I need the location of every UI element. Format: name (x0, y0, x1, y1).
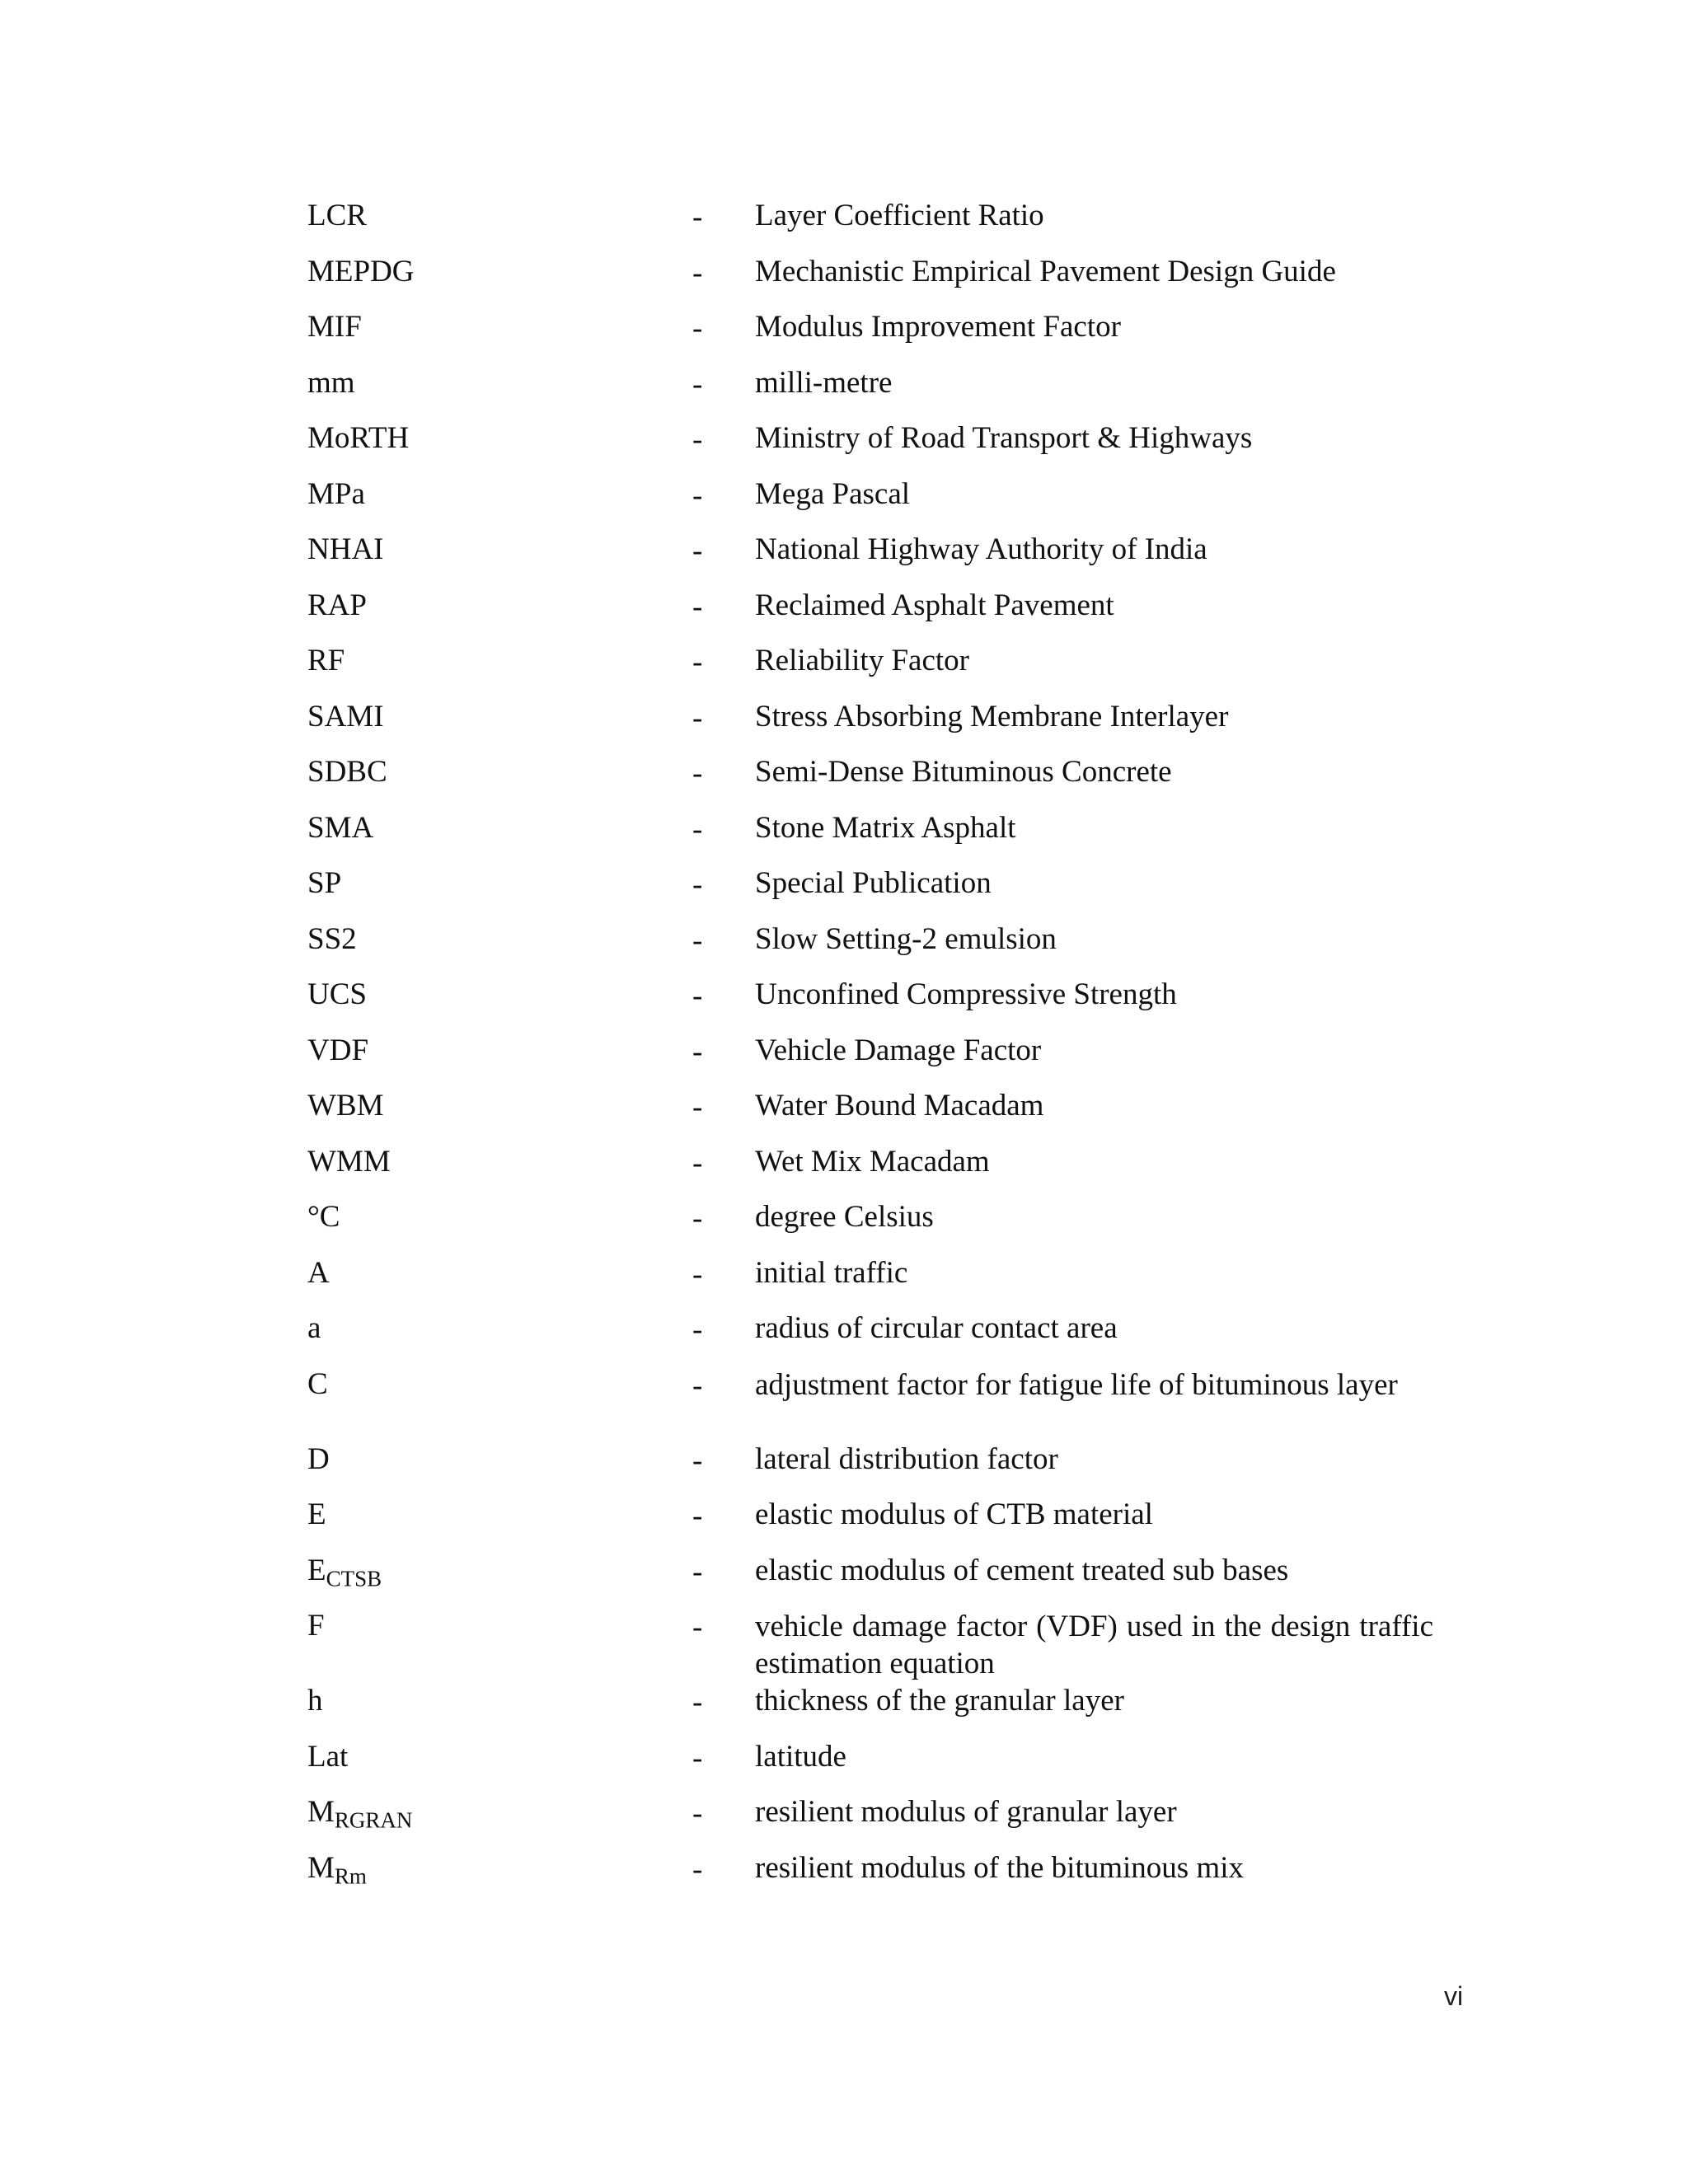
abbreviation-symbol: MEPDG (307, 254, 415, 288)
abbreviation-row (307, 754, 1437, 810)
abbreviation-definition: Slow Setting-2 emulsion (755, 921, 1057, 956)
abbreviation-term (307, 365, 355, 401)
abbreviation-row (307, 977, 1437, 1033)
separator-dash: - (692, 200, 703, 234)
abbreviation-row (307, 254, 1437, 310)
separator-dash: - (692, 645, 703, 679)
abbreviation-symbol: WMM (307, 1144, 391, 1179)
abbreviation-term (307, 532, 383, 568)
separator-dash: - (692, 1257, 703, 1291)
abbreviation-term (307, 1850, 367, 1889)
abbreviation-term (307, 1553, 382, 1589)
page-number: vi (1444, 1981, 1464, 2011)
abbreviation-definition: resilient modulus of granular layer (755, 1795, 1177, 1829)
abbreviation-term (307, 1255, 330, 1291)
abbreviation-row (307, 1199, 1437, 1255)
abbreviation-definition: elastic modulus of cement treated sub bases (755, 1553, 1289, 1587)
separator-dash: - (692, 1146, 703, 1180)
abbreviation-term (307, 699, 384, 735)
abbreviation-row (307, 309, 1437, 365)
abbreviation-row (307, 1310, 1437, 1366)
abbreviation-term (307, 921, 357, 958)
abbreviation-definition: National Highway Authority of India (755, 532, 1207, 566)
abbreviation-symbol: VDF (307, 1033, 369, 1067)
abbreviation-definition: Stress Absorbing Membrane Interlayer (755, 699, 1229, 733)
separator-dash: - (692, 1685, 703, 1719)
separator-dash: - (692, 534, 703, 568)
abbreviation-symbol: h (307, 1684, 323, 1718)
separator-dash: - (692, 923, 703, 958)
separator-dash: - (692, 1610, 703, 1644)
separator-dash: - (692, 1554, 703, 1589)
abbreviation-row (307, 1794, 1437, 1850)
abbreviation-term (307, 1366, 328, 1403)
abbreviation-definition: milli-metre (755, 365, 893, 400)
abbreviation-term (307, 309, 362, 345)
abbreviation-definition: Ministry of Road Transport & Highways (755, 421, 1253, 455)
abbreviation-definition: Mechanistic Empirical Pavement Design Guide (755, 254, 1336, 288)
abbreviation-definition: Stone Matrix Asphalt (755, 810, 1016, 845)
abbreviation-definition: Semi-Dense Bituminous Concrete (755, 755, 1172, 789)
abbreviation-symbol: SP (307, 866, 342, 900)
abbreviation-definition: elastic modulus of CTB material (755, 1497, 1153, 1531)
abbreviation-subscript: CTSB (326, 1566, 382, 1591)
abbreviation-term (307, 1683, 323, 1719)
abbreviation-definition: Modulus Improvement Factor (755, 310, 1121, 344)
abbreviation-definition: resilient modulus of the bituminous mix (755, 1850, 1244, 1885)
abbreviation-definition: Water Bound Macadam (755, 1089, 1044, 1122)
separator-dash: - (692, 701, 703, 735)
abbreviation-symbol: SAMI (307, 699, 384, 733)
abbreviation-definition: initial traffic (755, 1255, 908, 1290)
abbreviation-term (307, 865, 341, 902)
abbreviation-row (307, 1608, 1437, 1683)
abbreviation-symbol: SS2 (307, 921, 357, 956)
abbreviation-row (307, 1441, 1437, 1497)
abbreviation-row (307, 1255, 1437, 1311)
separator-dash: - (692, 255, 703, 290)
abbreviation-definition: radius of circular contact area (755, 1311, 1118, 1345)
abbreviation-row (307, 1366, 1437, 1441)
abbreviation-row (307, 1033, 1437, 1089)
abbreviation-symbol: D (307, 1441, 330, 1476)
abbreviation-row (307, 1553, 1437, 1609)
abbreviation-definition: vehicle damage factor (VDF) used in the design traffic estimation equation (755, 1610, 1433, 1680)
separator-dash: - (692, 478, 703, 513)
abbreviation-row (307, 810, 1437, 866)
separator-dash: - (692, 367, 703, 401)
separator-dash: - (692, 757, 703, 790)
abbreviation-symbol: C (307, 1366, 328, 1401)
abbreviation-symbol: LCR (307, 199, 367, 232)
abbreviation-symbol: SMA (307, 810, 374, 845)
abbreviation-term (307, 810, 373, 846)
abbreviation-definition: Vehicle Damage Factor (755, 1033, 1042, 1067)
abbreviation-row (307, 476, 1437, 532)
abbreviation-symbol: NHAI (307, 532, 384, 566)
abbreviation-term (307, 754, 387, 790)
abbreviation-term (307, 420, 409, 457)
abbreviation-symbol: M (307, 1795, 335, 1829)
abbreviation-symbol: RAP (307, 588, 367, 622)
abbreviation-symbol: UCS (307, 977, 367, 1011)
abbreviation-row (307, 699, 1437, 755)
abbreviation-term (307, 1144, 391, 1180)
abbreviation-definition: Reliability Factor (755, 644, 969, 677)
abbreviation-term (307, 588, 367, 624)
abbreviation-row (307, 921, 1437, 977)
separator-dash: - (692, 812, 703, 846)
abbreviation-term (307, 643, 345, 679)
abbreviation-row (307, 1497, 1437, 1553)
abbreviation-row (307, 1683, 1437, 1739)
abbreviation-term (307, 1088, 384, 1124)
separator-dash: - (692, 1797, 703, 1830)
abbreviation-term (307, 1497, 326, 1533)
abbreviation-row (307, 1739, 1437, 1795)
separator-dash: - (692, 979, 703, 1013)
abbreviation-definition: degree Celsius (755, 1200, 934, 1234)
abbreviation-symbol: MoRTH (307, 421, 410, 455)
separator-dash: - (692, 1368, 703, 1403)
abbreviation-symbol: M (307, 1850, 335, 1885)
abbreviation-term (307, 1310, 321, 1347)
separator-dash: - (692, 1034, 703, 1069)
abbreviation-row (307, 1850, 1437, 1906)
separator-dash: - (692, 1741, 703, 1775)
abbreviation-row (307, 1088, 1437, 1144)
separator-dash: - (692, 868, 703, 902)
abbreviation-term (307, 977, 367, 1013)
abbreviation-symbol: WBM (307, 1089, 384, 1122)
separator-dash: - (692, 1499, 703, 1533)
abbreviation-term (307, 254, 415, 290)
separator-dash: - (692, 1090, 703, 1124)
abbreviation-definition: Wet Mix Macadam (755, 1144, 990, 1179)
abbreviation-term (307, 198, 367, 234)
abbreviation-row (307, 643, 1437, 699)
abbreviation-symbol: RF (307, 644, 345, 677)
abbreviation-symbol: a (307, 1311, 321, 1345)
abbreviation-symbol: Lat (307, 1739, 349, 1774)
abbreviation-definition: Unconfined Compressive Strength (755, 977, 1177, 1011)
abbreviation-symbol: F (307, 1609, 325, 1643)
abbreviation-term (307, 1033, 368, 1069)
abbreviation-symbol: MIF (307, 310, 362, 344)
abbreviation-term (307, 476, 365, 513)
abbreviation-symbol: SDBC (307, 755, 387, 789)
abbreviation-symbol: E (307, 1497, 326, 1531)
abbreviation-symbol: E (307, 1553, 326, 1587)
abbreviation-term (307, 1441, 330, 1478)
abbreviation-definition: Special Publication (755, 866, 992, 900)
separator-dash: - (692, 312, 703, 345)
separator-dash: - (692, 1852, 703, 1886)
separator-dash: - (692, 589, 703, 624)
abbreviation-definition: Mega Pascal (755, 476, 911, 511)
abbreviation-definition: latitude (755, 1739, 846, 1774)
abbreviation-term (307, 1199, 340, 1235)
separator-dash: - (692, 423, 703, 457)
abbreviation-term (307, 1739, 348, 1775)
abbreviation-symbol: A (307, 1255, 330, 1290)
abbreviation-row (307, 365, 1437, 421)
abbreviation-row (307, 865, 1437, 921)
abbreviation-definition: Layer Coefficient Ratio (755, 199, 1044, 232)
abbreviation-row (307, 420, 1437, 476)
abbreviation-subscript: Rm (334, 1863, 367, 1889)
abbreviation-row (307, 532, 1437, 588)
separator-dash: - (692, 1202, 703, 1235)
abbreviation-symbol: °C (307, 1200, 340, 1234)
abbreviation-row (307, 198, 1437, 254)
abbreviation-row (307, 1144, 1437, 1200)
abbreviation-definition: adjustment factor for fatigue life of bituminous layer (755, 1367, 1398, 1402)
abbreviation-list (307, 198, 1437, 1905)
abbreviation-row (307, 588, 1437, 644)
abbreviation-symbol: MPa (307, 476, 365, 511)
abbreviation-symbol: mm (307, 365, 355, 400)
abbreviation-term (307, 1608, 325, 1644)
abbreviation-subscript: RGRAN (334, 1807, 413, 1833)
separator-dash: - (692, 1443, 703, 1478)
abbreviation-definition: lateral distribution factor (755, 1441, 1058, 1476)
separator-dash: - (692, 1313, 703, 1347)
abbreviation-term (307, 1794, 413, 1833)
abbreviation-definition: thickness of the granular layer (755, 1684, 1124, 1718)
abbreviation-definition: Reclaimed Asphalt Pavement (755, 588, 1114, 622)
